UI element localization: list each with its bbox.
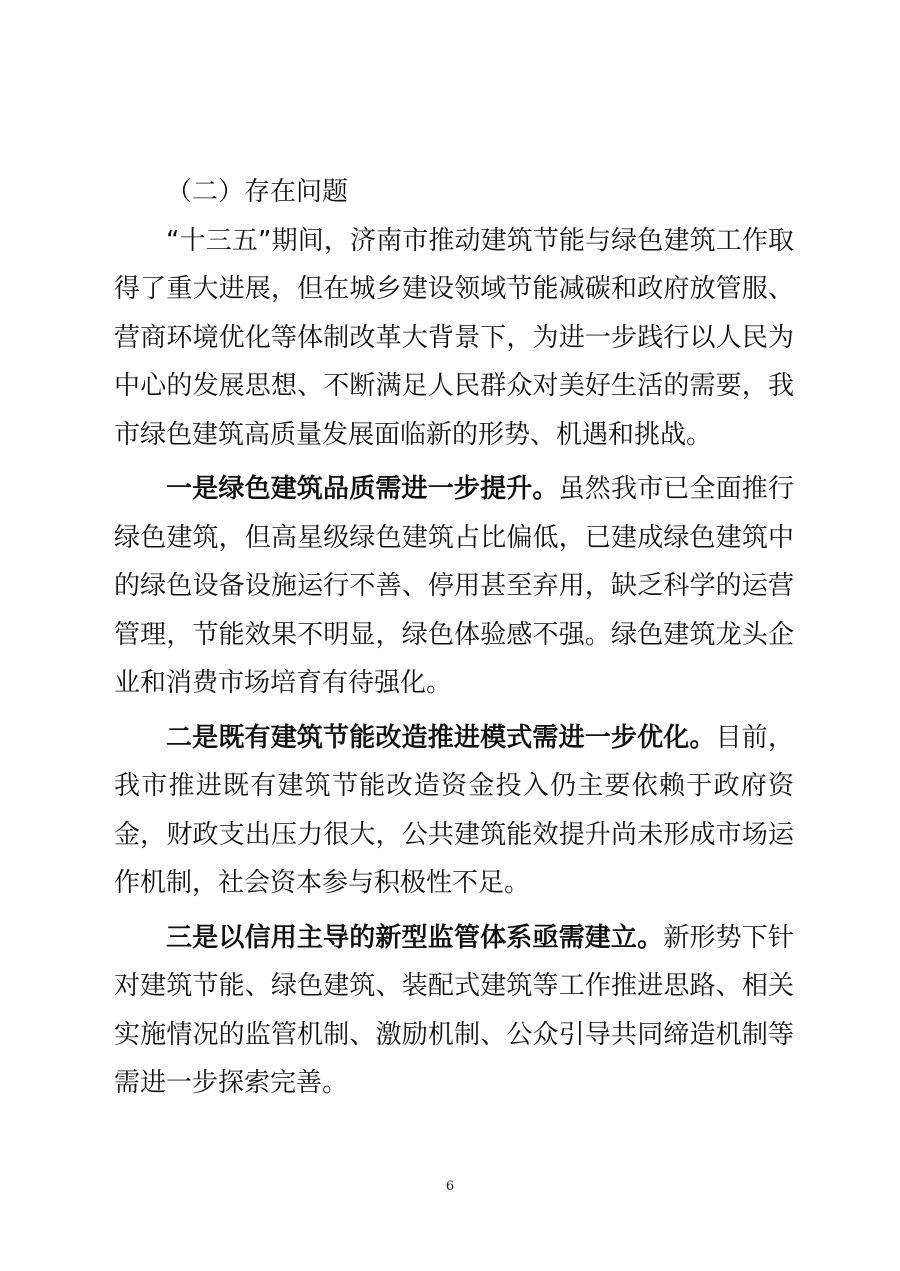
- issue-2-body: 目前，我市推进既有建筑节能改造资金投入仍主要依赖于政府资金，财政支出压力很大，公共建筑能效提升尚未形成市场运作机制，社会资本参与积极性不足。: [114, 722, 794, 898]
- issue-1-lead: 一是绿色建筑品质需进一步提升。: [166, 474, 559, 504]
- issue-2-lead: 二是既有建筑节能改造推进模式需进一步优化。: [166, 722, 716, 753]
- document-body: [114, 168, 794, 1108]
- issue-paragraph-1: [114, 465, 794, 708]
- issue-paragraph-2: [114, 714, 794, 908]
- section-heading: （二）存在问题: [166, 177, 349, 207]
- issue-1-body: 虽然我市已全面推行绿色建筑，但高星级绿色建筑占比偏低，已建成绿色建筑中的绿色设备设施运行不善、停用甚至弃用，缺乏科学的运营管理，节能效果不明显，绿色体验感不强。绿色建筑龙头企业和消费市场培育有待强化。: [114, 474, 794, 698]
- issue-3-body: 新形势下针对建筑节能、绿色建筑、装配式建筑等工作推进思路、相关实施情况的监管机制、激励机制、公众引导共同缔造机制等需进一步探索完善。: [114, 922, 794, 1098]
- issue-3-lead: 三是以信用主导的新型监管体系亟需建立。: [166, 922, 664, 953]
- intro-paragraph: “十三五”期间，济南市推动建筑节能与绿色建筑工作取得了重大进展，但在城乡建设领域节能减碳和政府放管服、营商环境优化等体制改革大背景下，为进一步践行以人民为中心的发展思想、不断满足人民群众对美好生活的需要，我市绿色建筑高质量发展面临新的形势、机遇和挑战。: [114, 225, 794, 450]
- issue-paragraph-3: [114, 914, 794, 1108]
- page-number: 6: [445, 1179, 455, 1194]
